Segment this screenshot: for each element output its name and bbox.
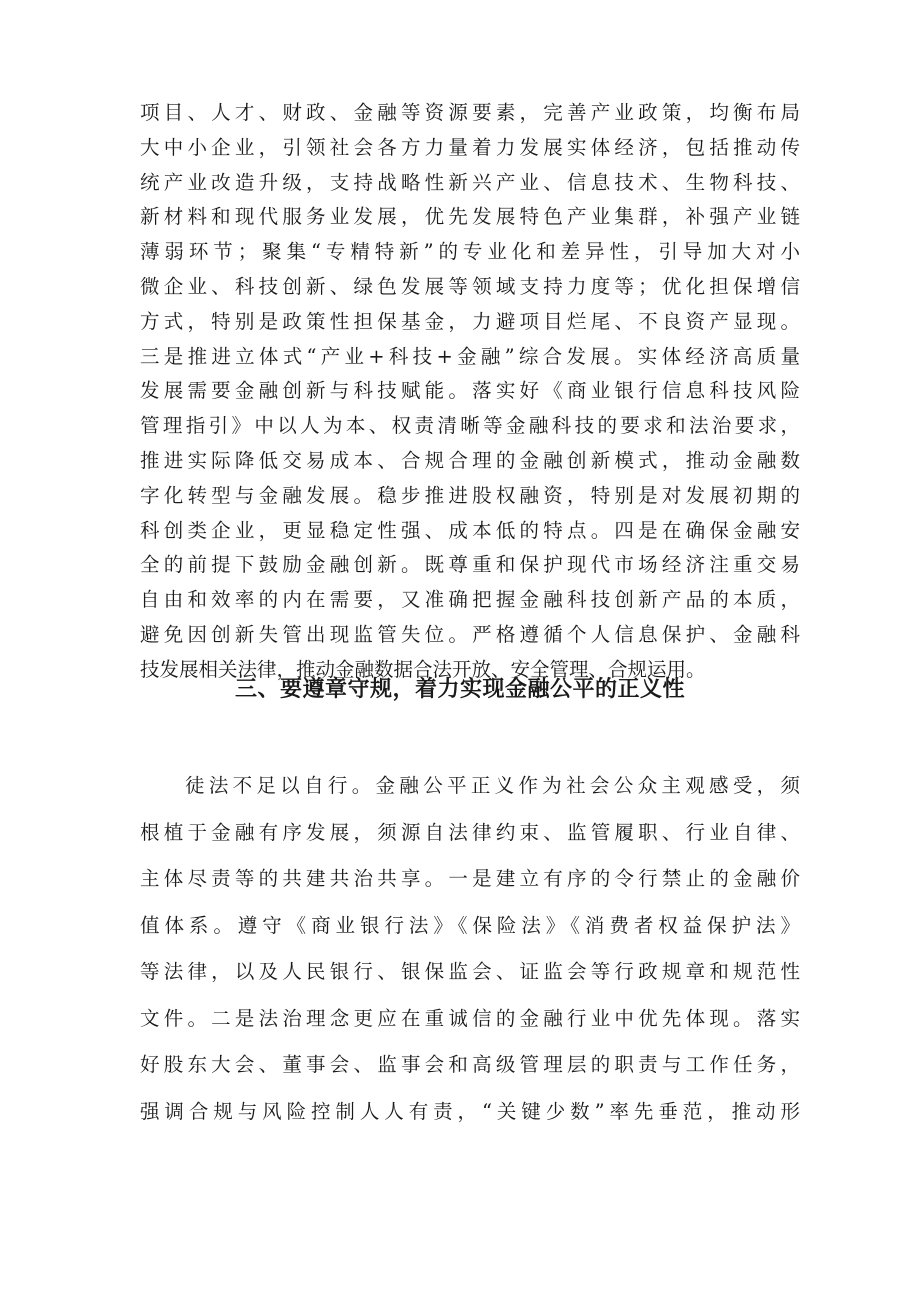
text-line: 根植于金融有序发展，须源自法律约束、监管履职、行业自律、 bbox=[140, 820, 800, 844]
text-line: 微企业、科技创新、绿色发展等领域支持力度等；优化担保增信 bbox=[140, 274, 800, 298]
text-line: 值体系。遵守《商业银行法》《保险法》《消费者权益保护法》 bbox=[140, 913, 800, 937]
text-line: 方式，特别是政策性担保基金，力避项目烂尾、不良资产显现。 bbox=[140, 309, 800, 333]
text-line: 科创类企业，更显稳定性强、成本低的特点。四是在确保金融安 bbox=[140, 518, 800, 542]
text-line: 推进实际降低交易成本、合规合理的金融创新模式，推动金融数 bbox=[140, 448, 800, 472]
text-line: 徒法不足以自行。金融公平正义作为社会公众主观感受，须 bbox=[185, 774, 800, 797]
text-line: 文件。二是法治理念更应在重诚信的金融行业中优先体现。落实 bbox=[140, 1006, 800, 1030]
section-heading: 三、要遵章守规，着力实现金融公平的正义性 bbox=[234, 677, 685, 702]
text-line: 薄弱环节；聚集“专精特新”的专业化和差异性，引导加大对小 bbox=[140, 240, 800, 264]
text-line: 统产业改造升级，支持战略性新兴产业、信息技术、生物科技、 bbox=[140, 170, 800, 194]
text-line: 好股东大会、董事会、监事会和高级管理层的职责与工作任务， bbox=[140, 1053, 800, 1076]
text-line: 主体尽责等的共建共治共享。一是建立有序的令行禁止的金融价 bbox=[140, 867, 800, 890]
text-line: 发展需要金融创新与科技赋能。落实好《商业银行信息科技风险 bbox=[140, 379, 800, 403]
text-line: 技发展相关法律，推动金融数据合法开放、安全管理、合规运用。 bbox=[140, 657, 706, 681]
text-line: 三是推进立体式“产业+科技+金融”综合发展。实体经济高质量 bbox=[140, 344, 800, 368]
text-line: 强调合规与风险控制人人有责，“关键少数”率先垂范，推动形 bbox=[140, 1099, 800, 1123]
body-paragraph-2 bbox=[140, 763, 800, 1135]
text-line: 管理指引》中以人为本、权责清晰等金融科技的要求和法治要求， bbox=[140, 414, 800, 438]
text-line: 新材料和现代服务业发展，优先发展特色产业集群，补强产业链 bbox=[140, 205, 800, 229]
body-paragraph-1 bbox=[140, 96, 800, 688]
text-line: 字化转型与金融发展。稳步推进股权融资，特别是对发展初期的 bbox=[140, 483, 800, 507]
text-line: 全的前提下鼓励金融创新。既尊重和保护现代市场经济注重交易 bbox=[140, 553, 800, 577]
text-line: 项目、人才、财政、金融等资源要素，完善产业政策，均衡布局 bbox=[140, 101, 800, 124]
text-line: 避免因创新失管出现监管失位。严格遵循个人信息保护、金融科 bbox=[140, 622, 800, 646]
text-line: 等法律，以及人民银行、银保监会、证监会等行政规章和规范性 bbox=[140, 960, 800, 983]
text-line: 自由和效率的内在需要，又准确把握金融科技创新产品的本质， bbox=[140, 588, 800, 612]
text-line: 大中小企业，引领社会各方力量着力发展实体经济，包括推动传 bbox=[140, 135, 800, 159]
